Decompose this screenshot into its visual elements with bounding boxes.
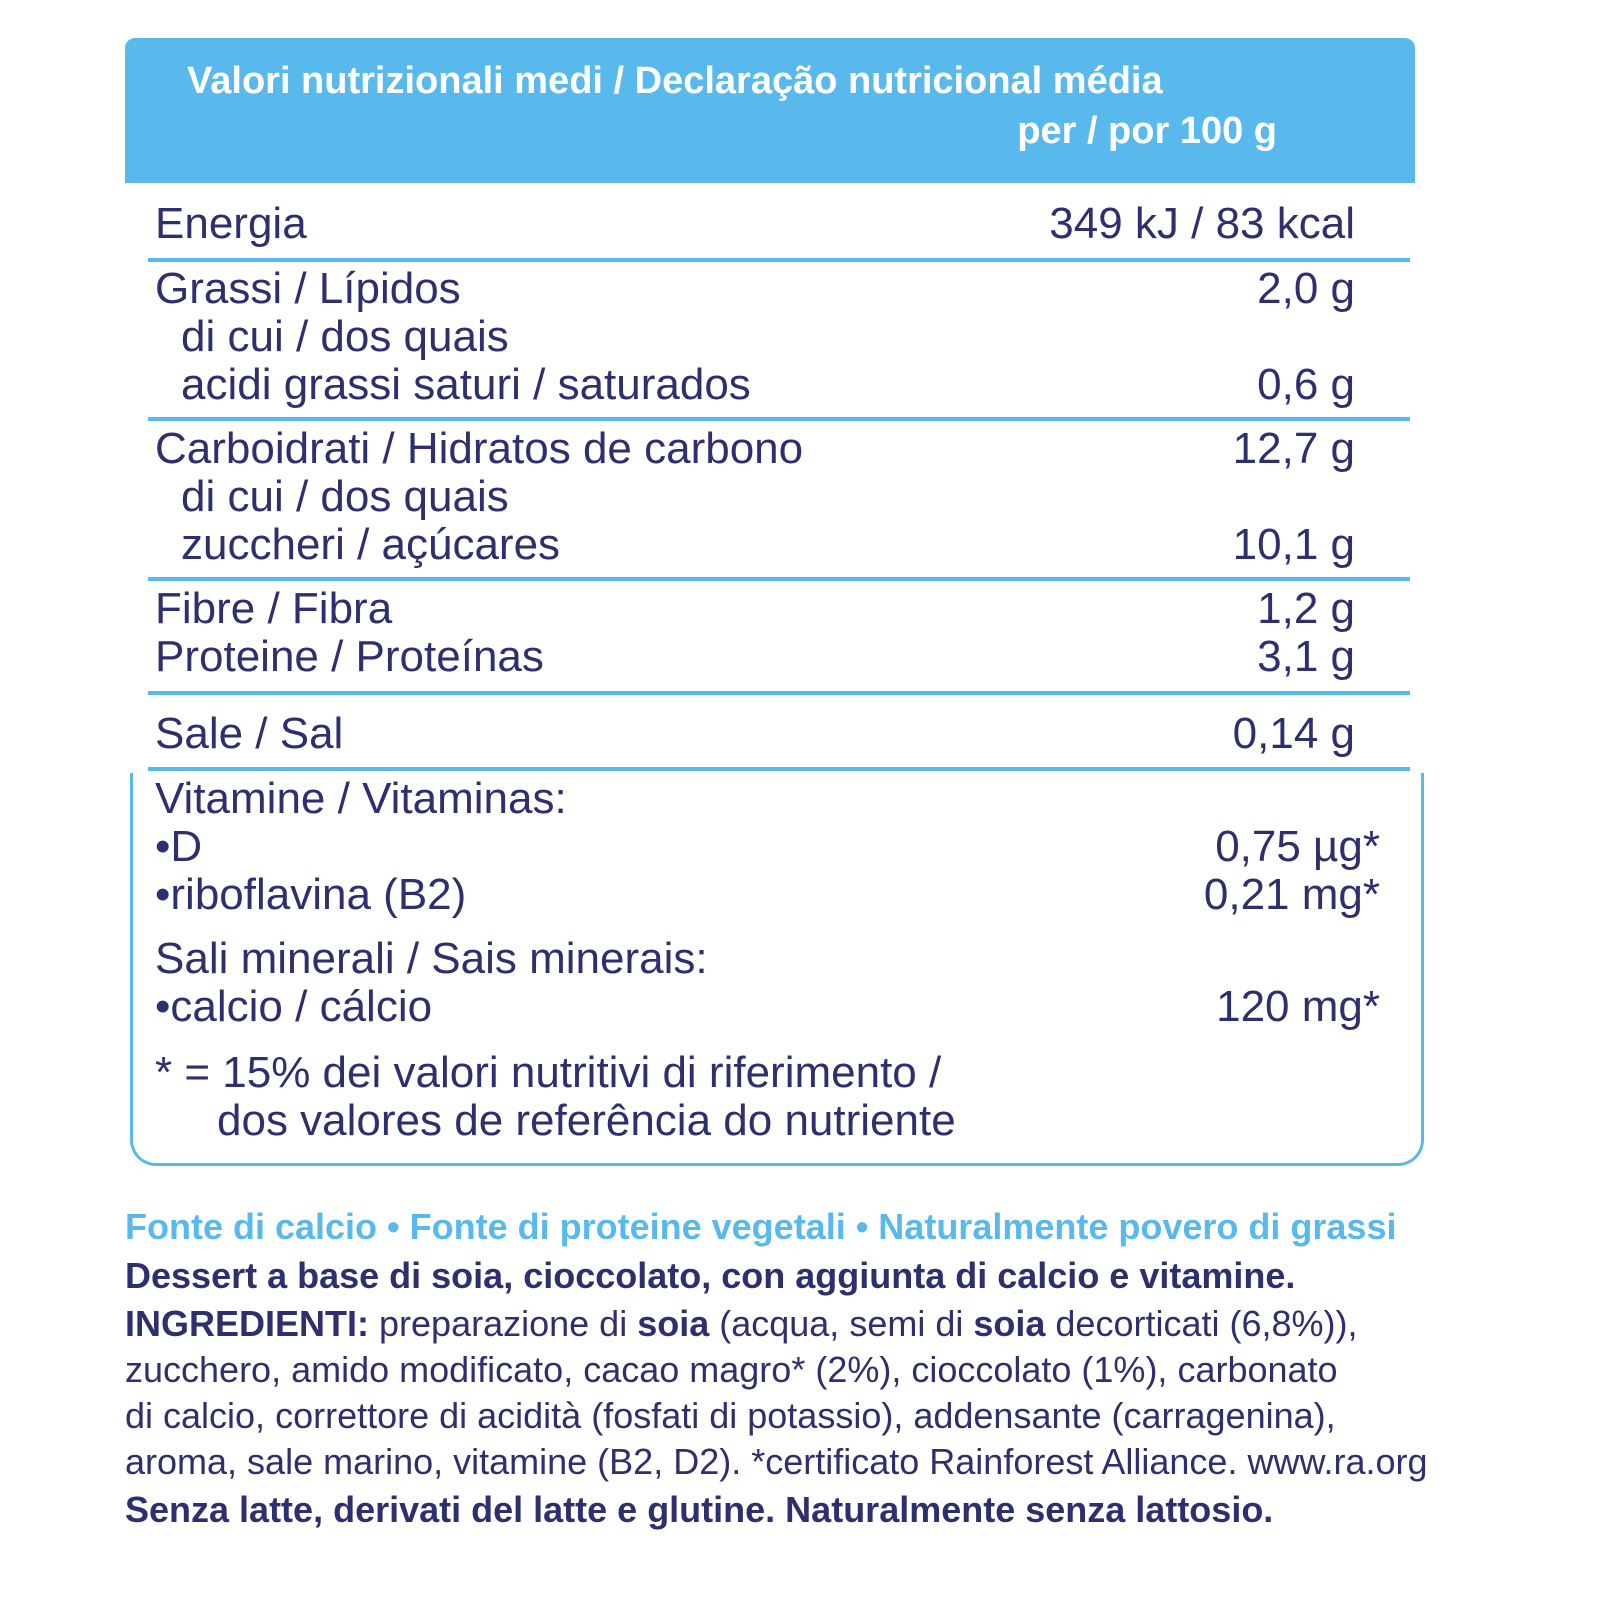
energy-value: 349 kJ / 83 kcal	[1049, 199, 1355, 248]
ingredients-label: INGREDIENTI:	[125, 1303, 370, 1344]
allergen-soy: soia	[973, 1303, 1046, 1344]
saturated-label: acidi grassi saturi / saturados	[181, 360, 751, 409]
protein-label: Proteine / Proteínas	[155, 632, 544, 681]
vitamin-d-value: 0,75 µg*	[1215, 822, 1380, 871]
separator	[148, 417, 1410, 421]
carbs-label: Carboidrati / Hidratos de carbono	[155, 424, 804, 473]
vitamin-d-label: •D	[155, 822, 203, 871]
riboflavin-label: •riboflavina (B2)	[155, 870, 467, 919]
note-line-2: dos valores de referência do nutriente	[217, 1096, 956, 1145]
fat-value: 2,0 g	[1257, 264, 1355, 313]
separator	[148, 577, 1410, 581]
fibre-label: Fibre / Fibra	[155, 584, 393, 633]
protein-value: 3,1 g	[1257, 632, 1355, 681]
allergen-soy: soia	[637, 1303, 710, 1344]
energy-label: Energia	[155, 199, 307, 248]
calcium-label: •calcio / cálcio	[155, 982, 433, 1031]
carbs-value: 12,7 g	[1232, 424, 1355, 473]
fat-sub-label: di cui / dos quais	[181, 312, 509, 361]
sugars-label: zuccheri / açúcares	[181, 520, 561, 569]
ingredients-line-3: di calcio, correttore di acidità (fosfati di potassio), addensante (carragenina),	[125, 1395, 1336, 1436]
salt-label: Sale / Sal	[155, 709, 344, 758]
header-title: Valori nutrizionali medi / Declaração nutricional média	[187, 60, 1163, 102]
vitamins-label: Vitamine / Vitaminas:	[155, 774, 567, 823]
header-subtitle: per / por 100 g	[1017, 110, 1277, 152]
allergen-statement: Senza latte, derivati del latte e glutine. Naturalmente senza lattosio.	[125, 1489, 1274, 1530]
fat-label: Grassi / Lípidos	[155, 264, 461, 313]
ingredients-text: decorticati (6,8%)),	[1045, 1303, 1358, 1344]
ingredients-text: (acqua, semi di	[709, 1303, 974, 1344]
separator	[148, 767, 1410, 771]
separator	[148, 258, 1410, 262]
ingredients-line-1	[125, 1302, 1358, 1346]
product-claims: Fonte di calcio • Fonte di proteine vegetali • Naturalmente povero di grassi	[125, 1206, 1397, 1247]
fibre-value: 1,2 g	[1257, 584, 1355, 633]
product-description: Dessert a base di soia, cioccolato, con aggiunta di calcio e vitamine.	[125, 1255, 1296, 1296]
calcium-value: 120 mg*	[1216, 982, 1380, 1031]
separator	[148, 691, 1410, 695]
ingredients-line-4: aroma, sale marino, vitamine (B2, D2). *certificato Rainforest Alliance. www.ra.org	[125, 1441, 1428, 1482]
carbs-sub-label: di cui / dos quais	[181, 472, 509, 521]
nutrition-table	[130, 185, 1422, 1175]
riboflavin-value: 0,21 mg*	[1203, 870, 1380, 919]
note-line-1: * = 15% dei valori nutritivi di riferimento /	[155, 1048, 942, 1097]
minerals-label: Sali minerali / Sais minerais:	[155, 934, 708, 983]
sugars-value: 10,1 g	[1232, 520, 1355, 569]
ingredients-line-2: zucchero, amido modificato, cacao magro* (2%), cioccolato (1%), carbonato	[125, 1349, 1338, 1390]
salt-value: 0,14 g	[1232, 709, 1355, 758]
ingredients-text: preparazione di	[369, 1303, 638, 1344]
saturated-value: 0,6 g	[1257, 360, 1355, 409]
nutrition-header	[125, 38, 1415, 183]
